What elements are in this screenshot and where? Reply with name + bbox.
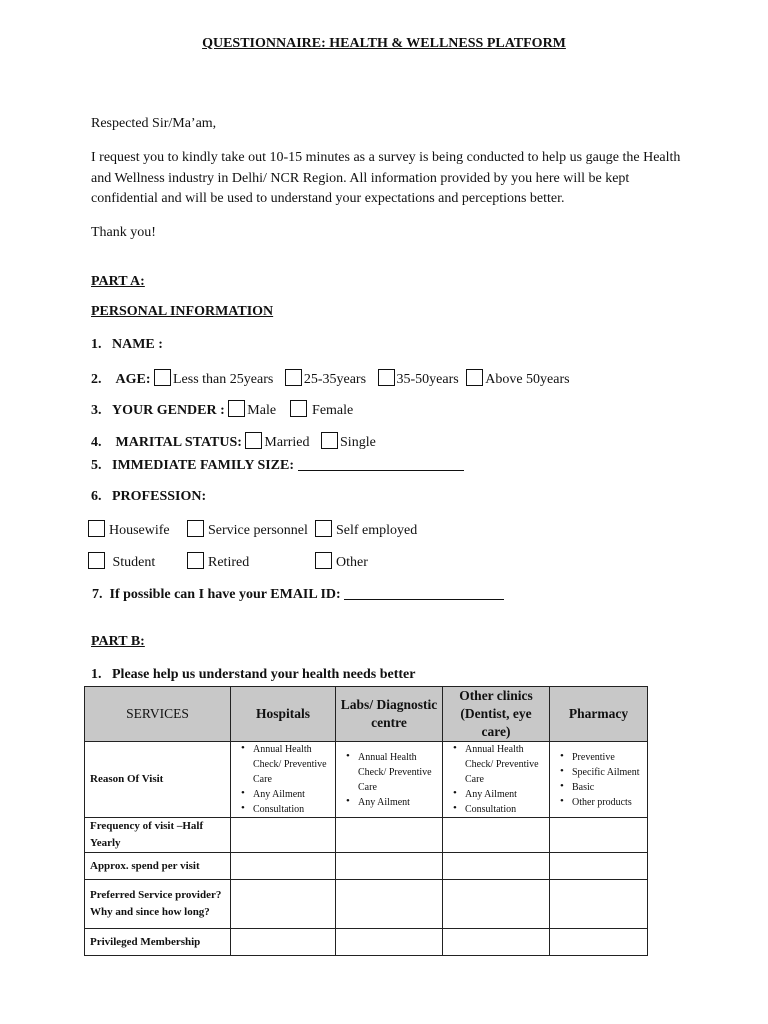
question-family-size: 5. IMMEDIATE FAMILY SIZE:	[91, 457, 464, 474]
profession-checkbox-self-employed[interactable]	[315, 520, 332, 537]
list-item: • Consultation	[457, 802, 545, 817]
profession-checkbox-student[interactable]	[88, 552, 105, 569]
cell-labs-frequency[interactable]	[336, 818, 443, 853]
profession-checkbox-housewife[interactable]	[88, 520, 105, 537]
list-item: • Any Ailment	[457, 787, 545, 802]
list-item: • Annual Health Check/ Preventive Care	[350, 750, 438, 795]
cell-hospitals-spend[interactable]	[231, 853, 336, 880]
marital-checkbox-married[interactable]	[245, 432, 262, 449]
cell-clinics-frequency[interactable]	[443, 818, 550, 853]
cell-clinics-spend[interactable]	[443, 853, 550, 880]
salutation: Respected Sir/Ma’am,	[91, 116, 217, 131]
cell-pharmacy-spend[interactable]	[550, 853, 648, 880]
header-services: SERVICES	[85, 687, 231, 742]
intro-paragraph: I request you to kindly take out 10-15 minutes as a survey is being conducted to help us gauge the Health and Wellness industry in Delhi/ NCR Region. All information provided by you here will be kept confidential and will be used to understand your expectations and perceptions better.	[91, 150, 681, 206]
cell-pharmacy-provider[interactable]	[550, 880, 648, 929]
part-a-heading: PART A:	[91, 274, 145, 289]
profession-checkbox-retired[interactable]	[187, 552, 204, 569]
profession-option-self-employed[interactable]: Self employed	[315, 520, 417, 539]
row-label-provider: Preferred Service provider? Why and since how long?	[85, 880, 231, 929]
cell-hospitals-provider[interactable]	[231, 880, 336, 929]
part-b-heading: PART B:	[91, 634, 145, 649]
profession-option-retired[interactable]: Retired	[187, 552, 249, 571]
list-item: • Consultation	[245, 802, 331, 817]
profession-option-student[interactable]: Student	[88, 552, 155, 571]
cell-clinics-membership[interactable]	[443, 929, 550, 956]
gender-checkbox-male[interactable]	[228, 400, 245, 417]
list-item: • Preventive	[564, 750, 643, 765]
profession-option-service[interactable]: Service personnel	[187, 520, 308, 539]
cell-clinics-reason[interactable]	[443, 742, 550, 818]
question-profession: 6. PROFESSION:	[91, 489, 207, 504]
thanks-text: Thank you!	[91, 225, 156, 240]
cell-labs-reason[interactable]	[336, 742, 443, 818]
row-label-spend: Approx. spend per visit	[85, 853, 231, 880]
profession-checkbox-service[interactable]	[187, 520, 204, 537]
table-row	[85, 929, 648, 956]
age-checkbox-3[interactable]	[378, 369, 395, 386]
cell-labs-provider[interactable]	[336, 880, 443, 929]
cell-hospitals-frequency[interactable]	[231, 818, 336, 853]
table-row	[85, 880, 648, 929]
family-size-field[interactable]	[298, 457, 464, 471]
gender-checkbox-female[interactable]	[290, 400, 307, 417]
question-name: 1. NAME :	[91, 337, 163, 352]
question-marital-status: 4. MARITAL STATUS: Married Single	[91, 432, 376, 451]
list-item: • Annual Health Check/ Preventive Care	[457, 742, 545, 787]
question-gender: 3. YOUR GENDER : Male Female	[91, 400, 353, 419]
table-row	[85, 818, 648, 853]
cell-labs-spend[interactable]	[336, 853, 443, 880]
cell-hospitals-reason[interactable]	[231, 742, 336, 818]
table-row	[85, 853, 648, 880]
profession-option-other[interactable]: Other	[315, 552, 368, 571]
age-checkbox-1[interactable]	[154, 369, 171, 386]
age-checkbox-4[interactable]	[466, 369, 483, 386]
personal-info-heading: PERSONAL INFORMATION	[91, 304, 274, 319]
list-item: • Any Ailment	[245, 787, 331, 802]
page-title: QUESTIONNAIRE: HEALTH & WELLNESS PLATFORM	[202, 36, 566, 51]
question-health-needs: 1. Please help us understand your health needs better	[91, 667, 416, 682]
age-checkbox-2[interactable]	[285, 369, 302, 386]
table-header-row	[85, 687, 648, 742]
header-hospitals: Hospitals	[231, 687, 336, 742]
list-item: • Annual Health Check/ Preventive Care	[245, 742, 331, 787]
table-row	[85, 742, 648, 818]
question-age: 2. AGE: Less than 25years 25-35years 35-50years Above 50years	[91, 369, 570, 388]
health-needs-table	[84, 686, 648, 956]
question-email: 7. If possible can I have your EMAIL ID:	[92, 586, 504, 603]
email-field[interactable]	[344, 586, 504, 600]
header-pharmacy: Pharmacy	[550, 687, 648, 742]
row-label-membership: Privileged Membership	[85, 929, 231, 956]
cell-hospitals-membership[interactable]	[231, 929, 336, 956]
cell-pharmacy-membership[interactable]	[550, 929, 648, 956]
cell-pharmacy-frequency[interactable]	[550, 818, 648, 853]
marital-checkbox-single[interactable]	[321, 432, 338, 449]
profession-checkbox-other[interactable]	[315, 552, 332, 569]
list-item: • Other products	[564, 795, 643, 810]
header-other-clinics: Other clinics (Dentist, eye care)	[443, 687, 550, 742]
list-item: • Any Ailment	[350, 795, 438, 810]
cell-clinics-provider[interactable]	[443, 880, 550, 929]
list-item: • Basic	[564, 780, 643, 795]
profession-option-housewife[interactable]: Housewife	[88, 520, 170, 539]
cell-pharmacy-reason[interactable]	[550, 742, 648, 818]
header-labs: Labs/ Diagnostic centre	[336, 687, 443, 742]
cell-labs-membership[interactable]	[336, 929, 443, 956]
row-label-reason: Reason Of Visit	[85, 742, 231, 818]
list-item: • Specific Ailment	[564, 765, 643, 780]
row-label-frequency: Frequency of visit –Half Yearly	[85, 818, 231, 853]
